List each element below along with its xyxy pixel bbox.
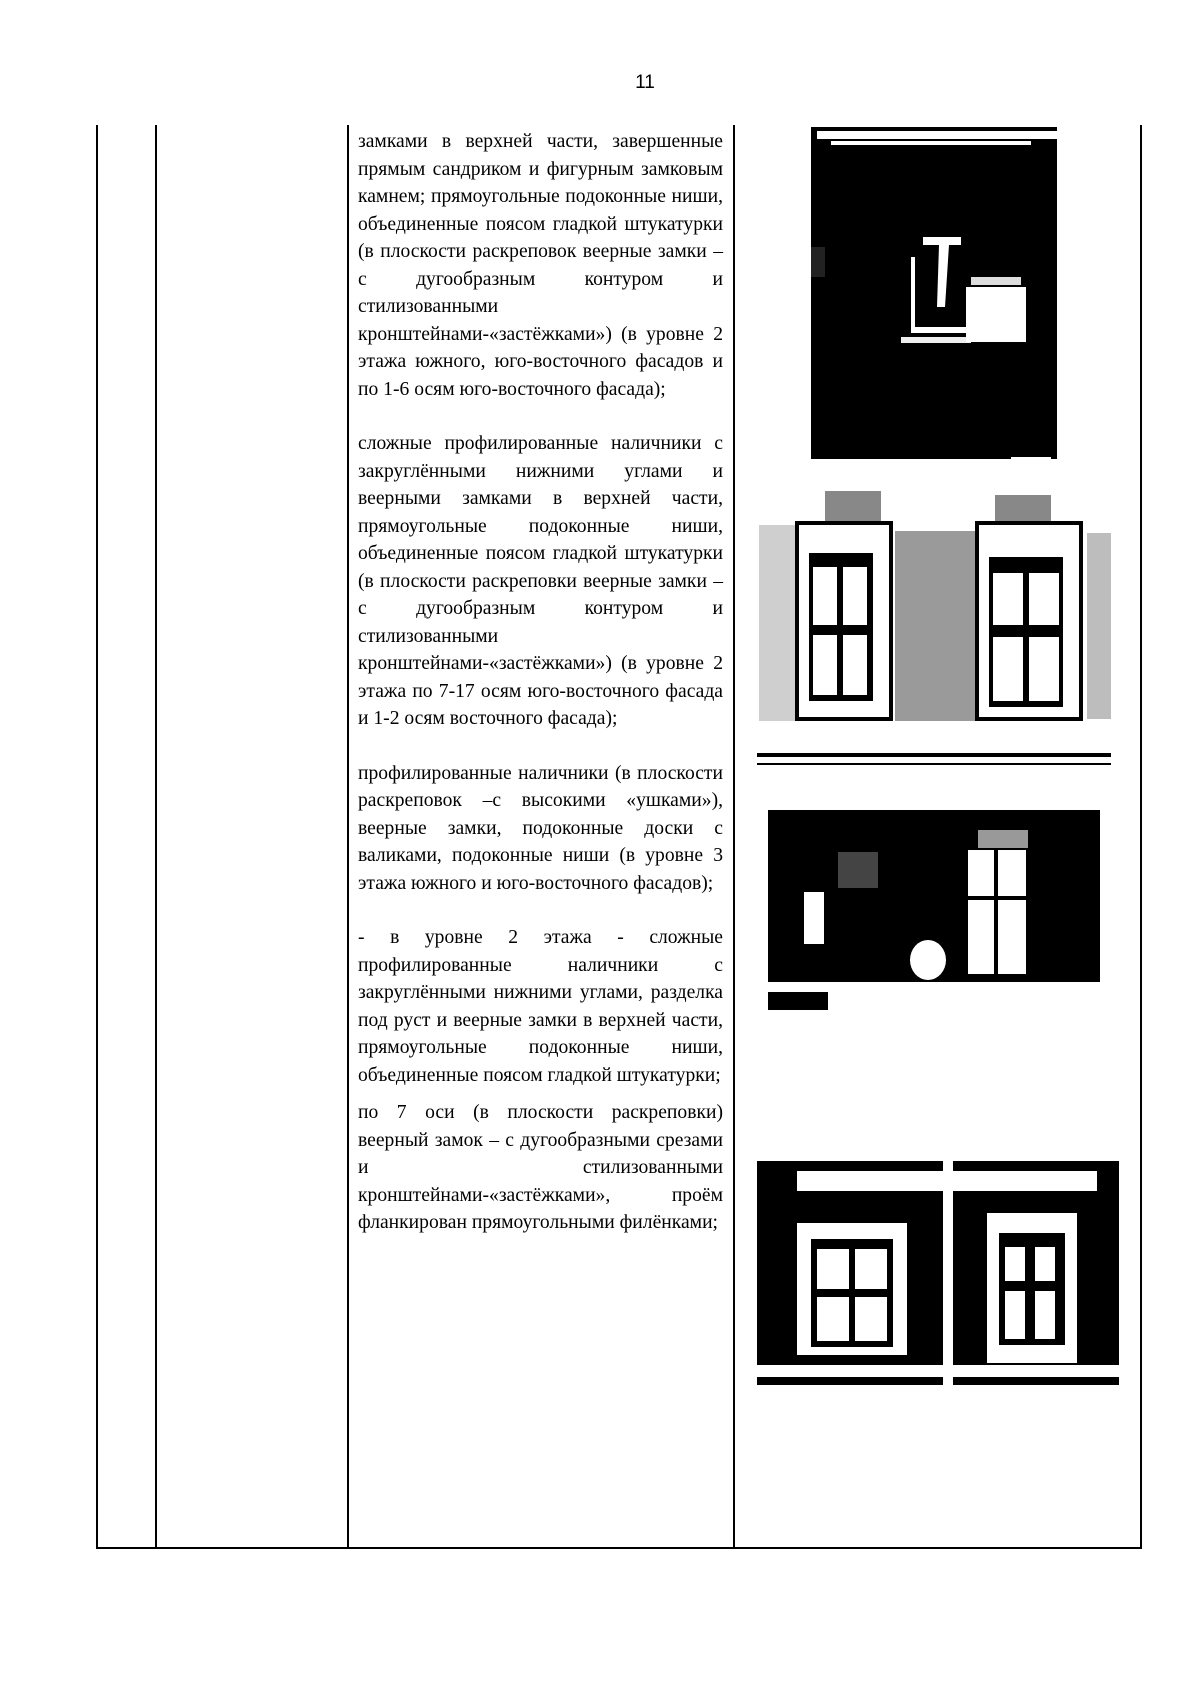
facade-photo-4 [757, 1153, 1119, 1393]
table-column-divider-2 [347, 125, 349, 1548]
facade-photo-3 [768, 792, 1100, 1010]
table-column-divider-3 [733, 125, 735, 1548]
paragraph-2: сложные профилированные наличники с закруглёнными нижними углами и веерными замками в верхней части, прямоугольные подоконные ниши, объединенные поясом гладкой штукатурки (в плоскости раскреповки веерные замки – с дугообразным контуром и стилизованными кронштейнами-«застёжками») (в уровне 2 этажа по 7-17 осям юго-восточного фасада и 1-2 осям восточного фасада); [358, 433, 723, 729]
table-border-bottom [96, 1547, 1142, 1549]
paragraph-4: - в уровне 2 этажа - сложные профилированные наличники с закруглёнными нижними углами, разделка под руст и веерные замки в верхней части, прямоугольные подоконные ниши, объединенные поясом гладкой штукатурки; [358, 927, 723, 1086]
paragraph-5: по 7 оси (в плоскости раскреповки) веерный замок – с дугообразными срезами и стилизованными кронштейнами-«застёжками», проём фланкирован прямоугольными филёнками; [358, 1102, 723, 1233]
description-cell [358, 128, 723, 1237]
table-border-left [96, 125, 98, 1548]
facade-photo-2 [757, 477, 1111, 777]
paragraph-1: замками в верхней части, завершенные прямым сандриком и фигурным замковым камнем; прямоугольные подоконные ниши, объединенные поясом гладкой штукатурки (в плоскости раскреповок веерные замки – с дугообразным контуром и стилизованными кронштейнами-«застёжками») (в уровне 2 этажа южного, юго-восточного фасадов и по 1-6 осям юго-восточного фасада); [358, 131, 723, 400]
table-column-divider-1 [155, 125, 157, 1548]
table-border-right [1140, 125, 1142, 1548]
paragraph-3: профилированные наличники (в плоскости раскреповок –с высокими «ушками»), веерные замки, подоконные доски с валиками, подоконные ниши (в уровне 3 этажа южного и юго-восточного фасадов); [358, 762, 723, 894]
page-number: 11 [635, 72, 655, 93]
facade-photo-1 [811, 127, 1057, 459]
